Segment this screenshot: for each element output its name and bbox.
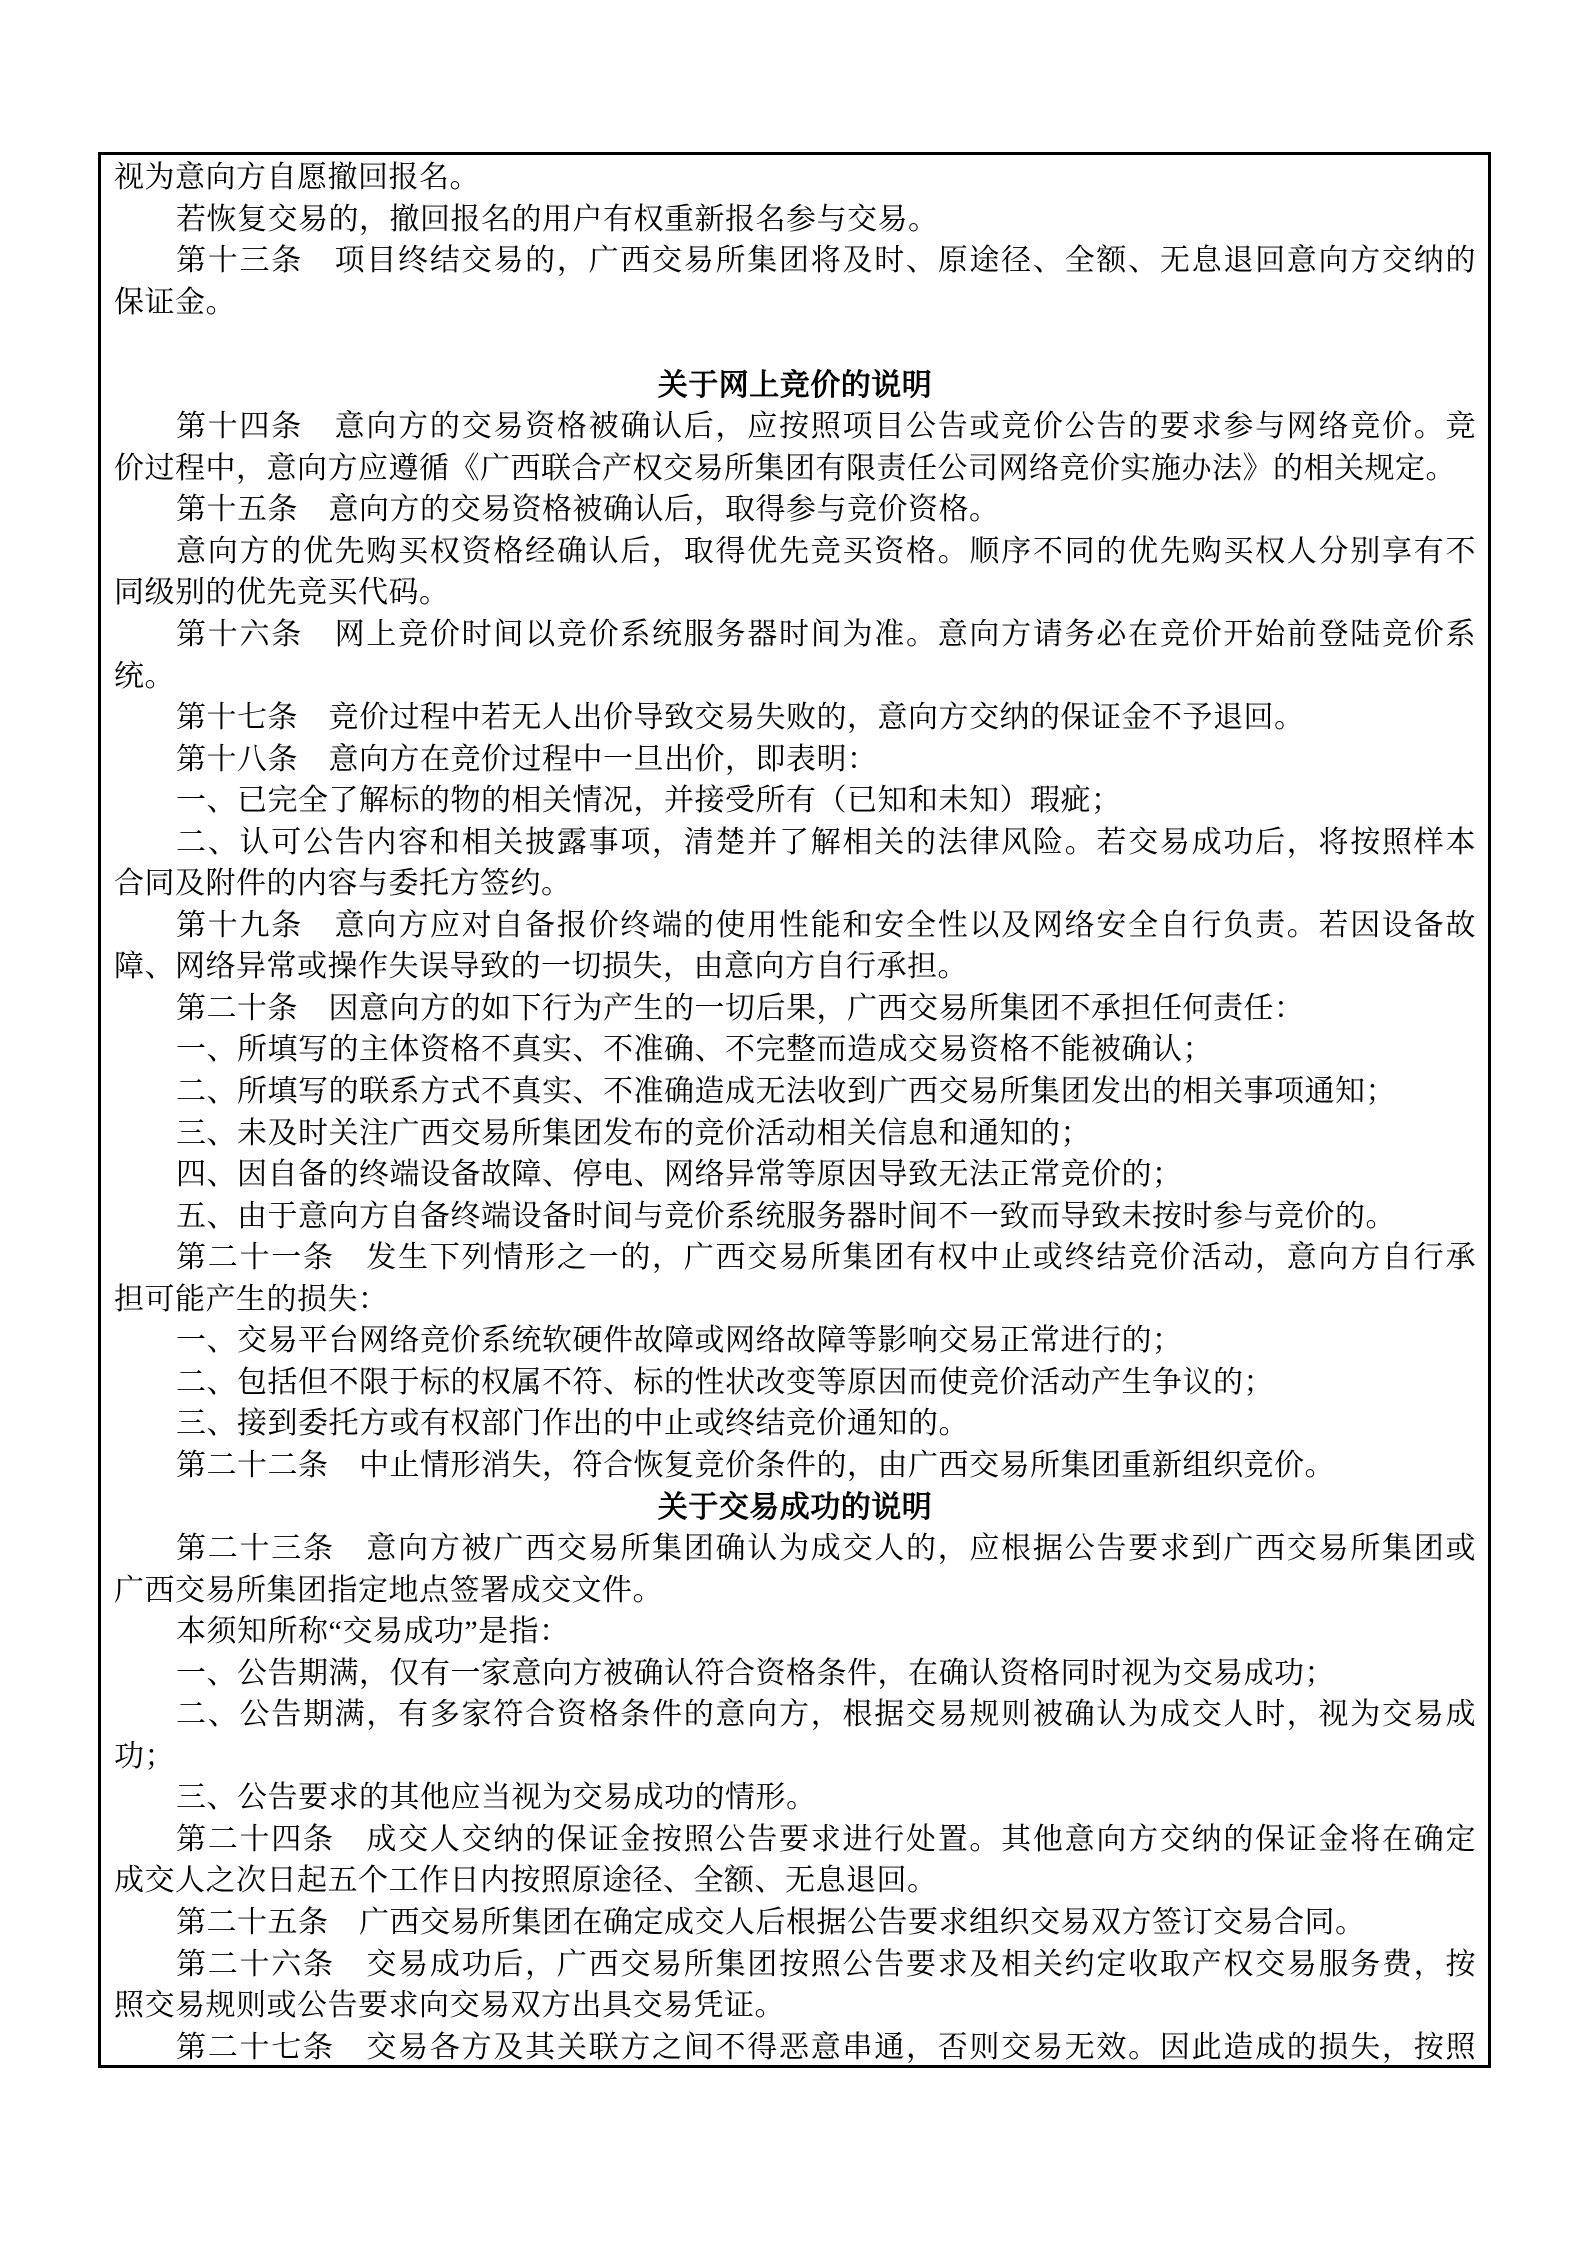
text-line: 二、认可公告内容和相关披露事项，清楚并了解相关的法律风险。若交易成功后，将按照样本 (176, 825, 1476, 859)
blank-line (114, 323, 1476, 365)
text-line: 照交易规则或公告要求向交易双方出具交易凭证。 (114, 1989, 785, 2023)
text-line: 第二十七条 交易各方及其关联方之间不得恶意串通，否则交易无效。因此造成的损失，按照 (176, 2030, 1476, 2064)
text-line: 第十六条 网上竞价时间以竞价系统服务器时间为准。意向方请务必在竞价开始前登陆竞价系 (176, 618, 1476, 652)
section-heading: 关于网上竞价的说明 (657, 368, 933, 402)
text-line: 一、已完全了解标的物的相关情况，并接受所有（已知和未知）瑕疵； (176, 784, 1122, 818)
text-line: 意向方的优先购买权资格经确认后，取得优先竞买资格。顺序不同的优先购买权人分别享有不 (176, 534, 1476, 568)
text-line: 第十七条 竞价过程中若无人出价导致交易失败的，意向方交纳的保证金不予退回。 (176, 701, 1305, 735)
text-line: 第二十三条 意向方被广西交易所集团确认为成交人的，应根据公告要求到广西交易所集团或 (176, 1532, 1476, 1566)
document-border-frame (98, 152, 1491, 2068)
text-line: 保证金。 (114, 285, 236, 319)
text-line: 障、网络异常或操作失误导致的一切损失，由意向方自行承担。 (114, 950, 968, 984)
text-line: 第二十二条 中止情形消失，符合恢复竞价条件的，由广西交易所集团重新组织竞价。 (176, 1448, 1335, 1482)
text-line: 本须知所称“交易成功”是指： (176, 1615, 570, 1649)
text-line: 二、公告期满，有多家符合资格条件的意向方，根据交易规则被确认为成交人时，视为交易成 (176, 1698, 1476, 1732)
text-line: 四、因自备的终端设备故障、停电、网络异常等原因导致无法正常竞价的； (176, 1158, 1183, 1192)
text-line: 第二十一条 发生下列情形之一的，广西交易所集团有权中止或终结竞价活动，意向方自行承 (176, 1241, 1476, 1275)
text-line: 第二十五条 广西交易所集团在确定成交人后根据公告要求组织交易双方签订交易合同。 (176, 1905, 1366, 1939)
text-line: 第二十四条 成交人交纳的保证金按照公告要求进行处置。其他意向方交纳的保证金将在确定 (176, 1822, 1476, 1856)
text-line: 功； (114, 1739, 175, 1773)
text-line: 三、接到委托方或有权部门作出的中止或终结竞价通知的。 (176, 1407, 969, 1441)
text-line: 成交人之次日起五个工作日内按照原途径、全额、无息退回。 (114, 1864, 938, 1898)
text-line: 第十九条 意向方应对自备报价终端的使用性能和安全性以及网络安全自行负责。若因设备故 (176, 908, 1476, 942)
text-line: 一、交易平台网络竞价系统软硬件故障或网络故障等影响交易正常进行的； (176, 1324, 1183, 1358)
text-line: 第十八条 意向方在竞价过程中一旦出价，即表明： (176, 742, 878, 776)
text-line: 三、公告要求的其他应当视为交易成功的情形。 (176, 1781, 817, 1815)
text-line: 价过程中，意向方应遵循《广西联合产权交易所集团有限责任公司网络竞价实施办法》的相关规定。 (114, 451, 1456, 485)
text-line: 一、所填写的主体资格不真实、不准确、不完整而造成交易资格不能被确认； (176, 1033, 1213, 1067)
text-line: 同级别的优先竞买代码。 (114, 576, 450, 610)
text-line: 三、未及时关注广西交易所集团发布的竞价活动相关信息和通知的； (176, 1116, 1091, 1150)
text-line: 广西交易所集团指定地点签署成交文件。 (114, 1573, 663, 1607)
text-line: 第十三条 项目终结交易的，广西交易所集团将及时、原途径、全额、无息退回意向方交纳的 (176, 244, 1476, 278)
text-line: 二、所填写的联系方式不真实、不准确造成无法收到广西交易所集团发出的相关事项通知； (176, 1075, 1396, 1109)
text-line: 第二十六条 交易成功后，广西交易所集团按照公告要求及相关约定收取产权交易服务费，按 (176, 1947, 1476, 1981)
text-line: 统。 (114, 659, 175, 693)
text-line: 第十五条 意向方的交易资格被确认后，取得参与竞价资格。 (176, 493, 1000, 527)
text-line: 合同及附件的内容与委托方签约。 (114, 867, 572, 901)
text-line: 视为意向方自愿撤回报名。 (114, 161, 480, 194)
text-line: 五、由于意向方自备终端设备时间与竞价系统服务器时间不一致而导致未按时参与竞价的。 (176, 1199, 1396, 1233)
text-line: 二、包括但不限于标的权属不符、标的性状改变等原因而使竞价活动产生争议的； (176, 1365, 1274, 1399)
text-line: 一、公告期满，仅有一家意向方被确认符合资格条件，在确认资格同时视为交易成功； (176, 1656, 1335, 1690)
text-line: 第十四条 意向方的交易资格被确认后，应按照项目公告或竞价公告的要求参与网络竞价。竞 (176, 410, 1476, 444)
document-content (114, 157, 1476, 2068)
text-line: 第二十条 因意向方的如下行为产生的一切后果，广西交易所集团不承担任何责任： (176, 991, 1305, 1025)
text-line: 担可能产生的损失： (114, 1282, 389, 1316)
section-heading: 关于交易成功的说明 (657, 1490, 933, 1524)
text-line: 若恢复交易的，撤回报名的用户有权重新报名参与交易。 (176, 202, 939, 236)
